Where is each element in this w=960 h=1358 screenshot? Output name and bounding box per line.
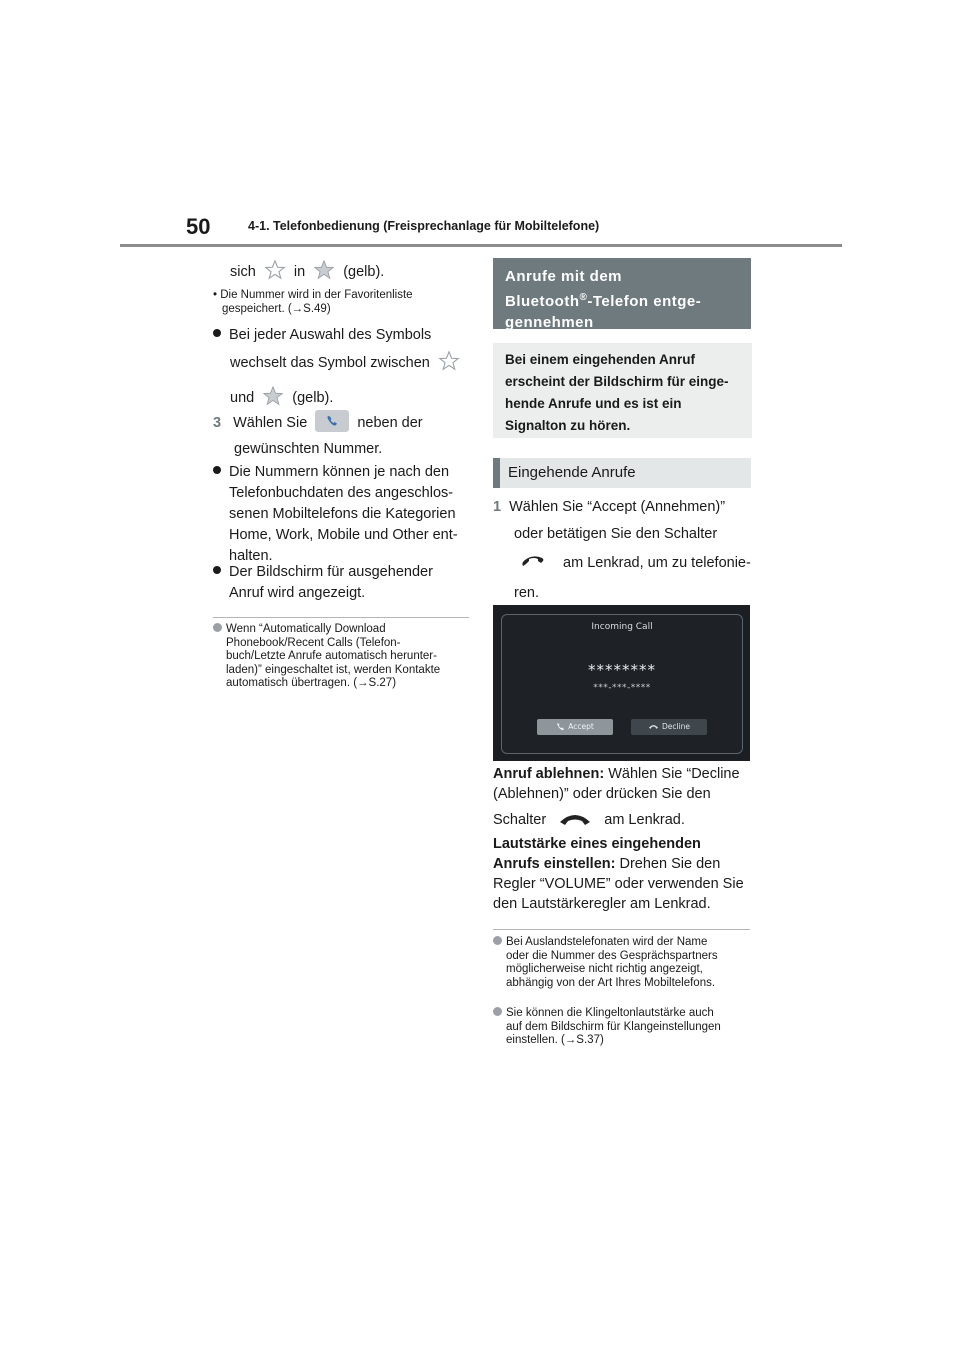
phone-answer-icon (519, 552, 547, 580)
reject-instructions: Anruf ablehnen: Wählen Sie “Decline (Ablehnen)” oder drücken Sie den Schalter am Lenkrad. (493, 764, 740, 832)
call-dialog (501, 614, 743, 754)
note-bullet-icon (493, 1007, 502, 1016)
incoming-call-screen (493, 605, 750, 761)
note-divider (213, 617, 469, 618)
favorite-note: • Die Nummer wird in der Favoritenliste gespeichert. (→S.49) (213, 289, 413, 315)
header-divider (120, 244, 842, 247)
sub-header: Eingehende Anrufe (493, 458, 751, 488)
text-gelb: (gelb). (343, 264, 385, 280)
bullet-symbol-toggle: Bei jeder Auswahl des Symbols wechselt das Symbol zwischen und (gelb). (213, 321, 464, 417)
call-dialog-title: Incoming Call (591, 622, 653, 632)
intro-box: Bei einem eingehenden Anruf erscheint der Bildschirm für einge- hende Anrufe und es ist ein Signalton zu hören. (493, 343, 752, 438)
decline-label: Decline (661, 722, 691, 731)
decline-button[interactable] (631, 719, 707, 735)
step-number: 3 (213, 415, 222, 431)
note-download: Wenn “Automatically Download Phonebook/Recent Calls (Telefon- buch/Letzte Anrufe automatisch herunter- laden)” eingeschaltet ist, werden Kontakte automatisch übertragen. (→S.27) (213, 623, 440, 691)
bullet-outgoing: Der Bildschirm für ausgehender Anruf wird angezeigt. (213, 562, 433, 604)
bullet-icon (213, 329, 221, 337)
note-bullet-icon (493, 936, 502, 945)
phone-button-icon (315, 410, 349, 432)
accept-button[interactable] (537, 719, 613, 735)
text-sich: sich (230, 264, 256, 280)
volume-instructions: Lautstärke eines eingehenden Anrufs einstellen: Drehen Sie den Regler “VOLUME” oder verwenden Sie den Lautstärkeregler am Lenkrad. (493, 836, 744, 912)
accept-label: Accept (568, 722, 594, 731)
star-line (230, 259, 384, 288)
star-outline-icon (264, 259, 286, 288)
phone-icon (556, 721, 565, 737)
bullet-categories: Die Nummern können je nach den Telefonbuchdaten des angeschlos- senen Mobiltelefons die Kategorien Home, Work, Mobile und Other ent- halten. (213, 462, 458, 567)
star-filled-icon (313, 259, 335, 288)
note-international: Bei Auslandstelefonaten wird der Name oder die Nummer des Gesprächspartners möglicherweise nicht richtig angezeigt, abhängig von der Art Ihres Mobiltelefons. (493, 936, 718, 990)
step-1: 1 Wählen Sie “Accept (Annehmen)” oder betätigen Sie den Schalter am Lenkrad, um zu telefonie- ren. (493, 499, 751, 601)
bullet-icon (213, 466, 221, 474)
page-number: 50 (186, 214, 211, 239)
note-bullet-icon (213, 623, 222, 632)
star-outline-icon (438, 350, 460, 382)
text-in: in (293, 264, 306, 280)
step-3: 3 Wählen Sie neben der gewünschten Nummer. (213, 410, 423, 462)
note-ringtone: Sie können die Klingeltonlautstärke auch auf dem Bildschirm für Klangeinstellungen einstellen. (→S.37) (493, 1007, 721, 1048)
hang-up-icon (648, 720, 659, 736)
caller-number: ***-***-**** (593, 683, 651, 693)
caller-name: ******** (588, 661, 656, 679)
chapter-title: 4-1. Telefonbedienung (Freisprechanlage für Mobiltelefone) (248, 219, 600, 233)
bullet-icon (213, 566, 221, 574)
phone-hangup-icon (558, 812, 592, 832)
step-number: 1 (493, 499, 502, 515)
note-divider (493, 929, 750, 930)
section-header: Anrufe mit dem Bluetooth®-Telefon entge- gennehmen (493, 258, 751, 329)
